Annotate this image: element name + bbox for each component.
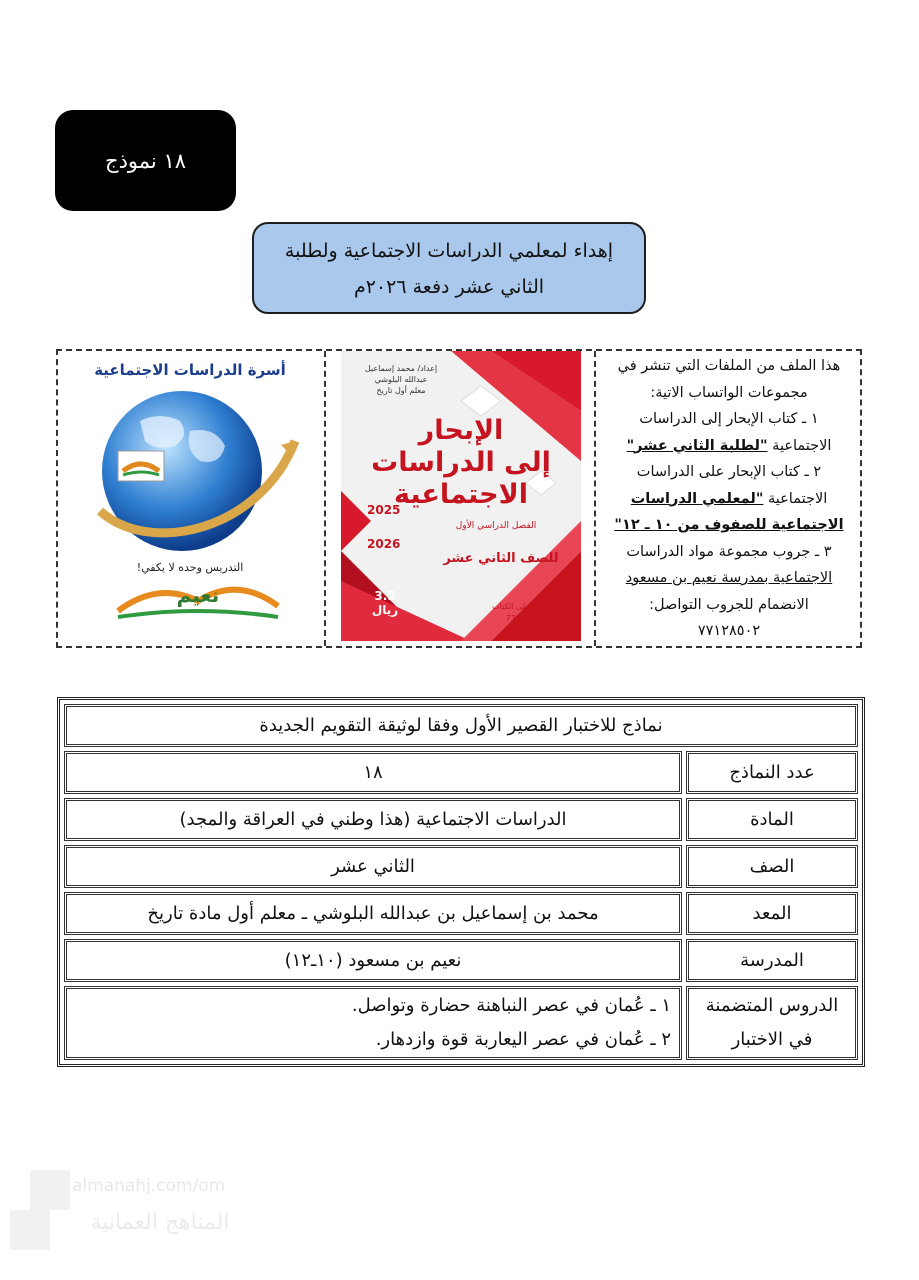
table-row	[64, 939, 858, 982]
dedication-box	[252, 222, 646, 314]
notice-highlight: "لطلبة الثاني عشر"	[626, 437, 768, 454]
row-label: المادة	[686, 798, 858, 841]
notice-line	[596, 433, 862, 460]
row-value: الدراسات الاجتماعية (هذا وطني في العراقة والمجد)	[64, 798, 682, 841]
watermark-logo-icon	[10, 1170, 80, 1250]
cover-title-line: إلى الدراسات	[371, 447, 551, 478]
cover-author-line: معلم أول تاريخ	[376, 386, 426, 395]
lesson-item: ١ ـ عُمان في عصر النباهنة حضارة وتواصل.	[351, 995, 671, 1016]
row-label: المعد	[686, 892, 858, 935]
cover-contact	[481, 601, 571, 625]
watermark-site: almanahj.com/om	[72, 1176, 226, 1196]
row-value: الثاني عشر	[64, 845, 682, 888]
social-studies-logo	[70, 351, 326, 646]
lessons-label-line: في الاختبار	[731, 1029, 813, 1050]
cover-price-value: 3.5	[374, 589, 396, 603]
logo-slogan: التدريس وحده لا يكفي!	[136, 561, 244, 574]
cover-price	[365, 589, 405, 617]
logo-brand: نعيم	[176, 583, 220, 607]
cover-author	[361, 363, 441, 396]
cover-price-unit: ريال	[371, 603, 399, 617]
cover-title-line: الاجتماعية	[394, 479, 528, 510]
table-row	[64, 892, 858, 935]
cover-contact-phone: 77128502	[505, 614, 547, 623]
notice-phone: ٧٧١٢٨٥٠٢	[697, 623, 761, 639]
watermark-brand: المناهج العمانية	[90, 1210, 230, 1235]
notice-line	[596, 565, 862, 592]
cover-semester: الفصل الدراسي الأول	[455, 521, 537, 531]
notice-text: الاجتماعية	[767, 437, 832, 454]
row-value: نعيم بن مسعود (١٠ـ١٢)	[64, 939, 682, 982]
globe-icon	[70, 381, 326, 581]
cover-author-line: إعداد/ محمد إسماعيل	[364, 364, 438, 373]
dedication-line-1: إهداء لمعلمي الدراسات الاجتماعية ولطلبة	[284, 240, 614, 262]
row-label: المدرسة	[686, 939, 858, 982]
notice-text: الاجتماعية	[763, 490, 828, 507]
notice-line: الانضمام للجروب التواصل:	[649, 596, 809, 613]
row-label: الصف	[686, 845, 858, 888]
row-value: محمد بن إسماعيل بن عبدالله البلوشي ـ معلم أول مادة تاريخ	[64, 892, 682, 935]
table-title-row	[64, 704, 858, 747]
lessons-label-line: الدروس المتضمنة	[705, 995, 839, 1016]
exam-info-table	[57, 697, 865, 1067]
notice-highlight: "لمعلمي الدراسات	[630, 490, 764, 507]
whatsapp-notice	[596, 351, 862, 648]
notice-line: هذا الملف من الملفات التي تنشر في	[617, 358, 841, 374]
table-row	[64, 845, 858, 888]
notice-line	[596, 486, 862, 513]
notice-line	[596, 512, 862, 539]
cover-grade: للصف الثاني عشر	[443, 551, 559, 566]
panel-divider	[594, 351, 596, 646]
cover-author-line: عبدالله البلوشي	[374, 375, 428, 384]
notice-line: ١ ـ كتاب الإبحار إلى الدراسات	[639, 411, 819, 427]
table-row-lessons	[64, 986, 858, 1060]
notice-line: ٢ ـ كتاب الإبحار على الدراسات	[636, 464, 822, 480]
notice-text: الاجتماعية بمدرسة نعيم بن مسعود	[625, 570, 833, 586]
badge-text: ١٨ نموذج	[105, 148, 186, 173]
notice-line: ٣ ـ جروب مجموعة مواد الدراسات	[626, 543, 832, 560]
notice-highlight: الاجتماعية للصفوف من ١٠ ـ ١٢"	[614, 517, 844, 533]
table-row	[64, 798, 858, 841]
row-label: عدد النماذج	[686, 751, 858, 794]
dedication-line-2: الثاني عشر دفعة ٢٠٢٦م	[353, 276, 545, 298]
table-title: نماذج للاختبار القصير الأول وفقا لوثيقة التقويم الجديدة	[64, 704, 858, 747]
lessons-label	[686, 986, 858, 1060]
lessons-list	[64, 986, 682, 1060]
logo-header: أسرة الدراسات الاجتماعية	[94, 361, 286, 379]
cover-year-1: 2025	[367, 503, 401, 517]
row-value: ١٨	[64, 751, 682, 794]
table-row	[64, 751, 858, 794]
site-watermark	[10, 1170, 250, 1260]
info-panel	[56, 349, 862, 648]
cover-contact-line: للحصول على الكتاب	[492, 602, 560, 611]
lesson-item: ٢ ـ عُمان في عصر اليعاربة قوة وازدهار.	[375, 1029, 671, 1050]
model-count-badge	[55, 110, 236, 211]
notice-line: مجموعات الواتساب الاتية:	[650, 384, 808, 401]
book-cover	[341, 351, 581, 641]
cover-title-line: الإبحار	[418, 415, 504, 446]
cover-title	[361, 415, 561, 511]
cover-year-2: 2026	[367, 537, 401, 551]
